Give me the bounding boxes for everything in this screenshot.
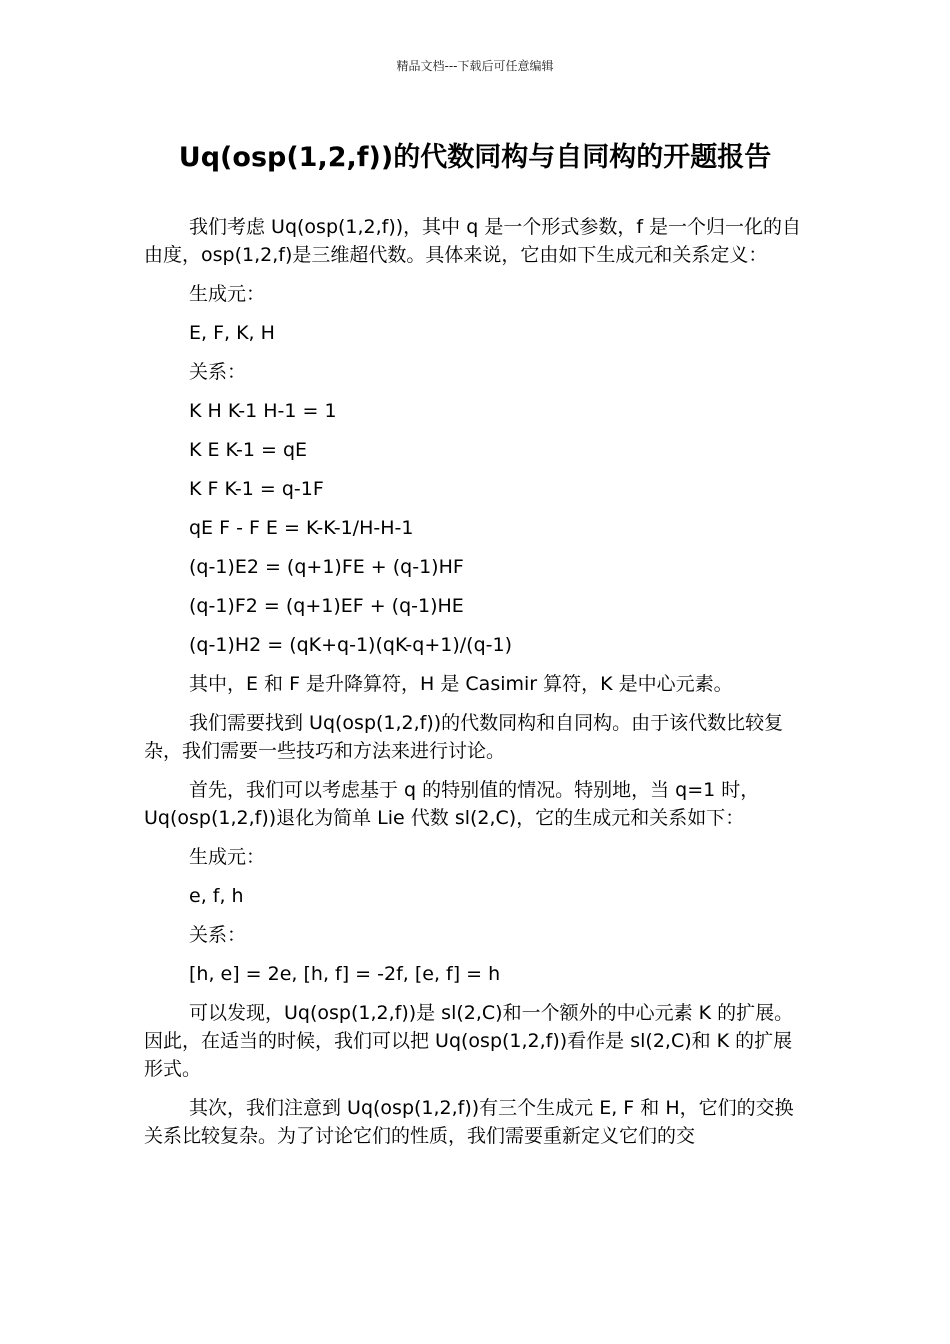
- special-q-paragraph: 首先，我们可以考虑基于 q 的特别值的情况。特别地，当 q=1 时，Uq(osp(1,2,f))退化为简单 Lie 代数 sl(2,C)，它的生成元和关系如下：: [144, 779, 760, 829]
- relations-label: 关系：: [189, 361, 247, 383]
- operators-paragraph: 其中，E 和 F 是升降算符，H 是 Casimir 算符，K 是中心元素。: [189, 673, 733, 695]
- intro-paragraph: 我们考虑 Uq(osp(1,2,f))，其中 q 是一个形式参数，f 是一个归一化的自由度，osp(1,2,f)是三维超代数。具体来说，它由如下生成元和关系定义：: [144, 216, 802, 266]
- relation-line: (q-1)H2 = (qK+q-1)(qK-q+1)/(q-1): [189, 634, 512, 656]
- goal-paragraph: 我们需要找到 Uq(osp(1,2,f))的代数同构和自同构。由于该代数比较复杂，我们需要一些技巧和方法来进行讨论。: [144, 712, 784, 762]
- generators-commutation-paragraph: 其次，我们注意到 Uq(osp(1,2,f))有三个生成元 E, F 和 H，它们的交换关系比较复杂。为了讨论它们的性质，我们需要重新定义它们的交: [144, 1097, 794, 1147]
- sl2-generators-label: 生成元：: [189, 846, 266, 868]
- sl2-relations-line: [h, e] = 2e, [h, f] = -2f, [e, f] = h: [189, 963, 501, 985]
- relation-line: K E K-1 = qE: [189, 439, 308, 461]
- relation-line: qE F - F E = K-K-1/H-H-1: [189, 517, 414, 539]
- relation-line: (q-1)F2 = (q+1)EF + (q-1)HE: [189, 595, 464, 617]
- sl2-generators-list: e, f, h: [189, 885, 244, 907]
- document-title: Uq(osp(1,2,f))的代数同构与自同构的开题报告: [178, 142, 772, 173]
- relation-line: K H K-1 H-1 = 1: [189, 400, 337, 422]
- relation-line: K F K-1 = q-1F: [189, 478, 324, 500]
- relation-line: (q-1)E2 = (q+1)FE + (q-1)HF: [189, 556, 464, 578]
- page-header-note: 精品文档---下载后可任意编辑: [396, 59, 554, 73]
- document-body: [144, 213, 810, 1161]
- generators-label: 生成元：: [189, 283, 266, 305]
- extension-paragraph: 可以发现，Uq(osp(1,2,f))是 sl(2,C)和一个额外的中心元素 K 的扩展。因此，在适当的时候，我们可以把 Uq(osp(1,2,f))看作是 sl(2,C)和 K 的扩展形式。: [144, 1002, 794, 1080]
- generators-list: E, F, K, H: [189, 322, 275, 344]
- sl2-relations-label: 关系：: [189, 924, 247, 946]
